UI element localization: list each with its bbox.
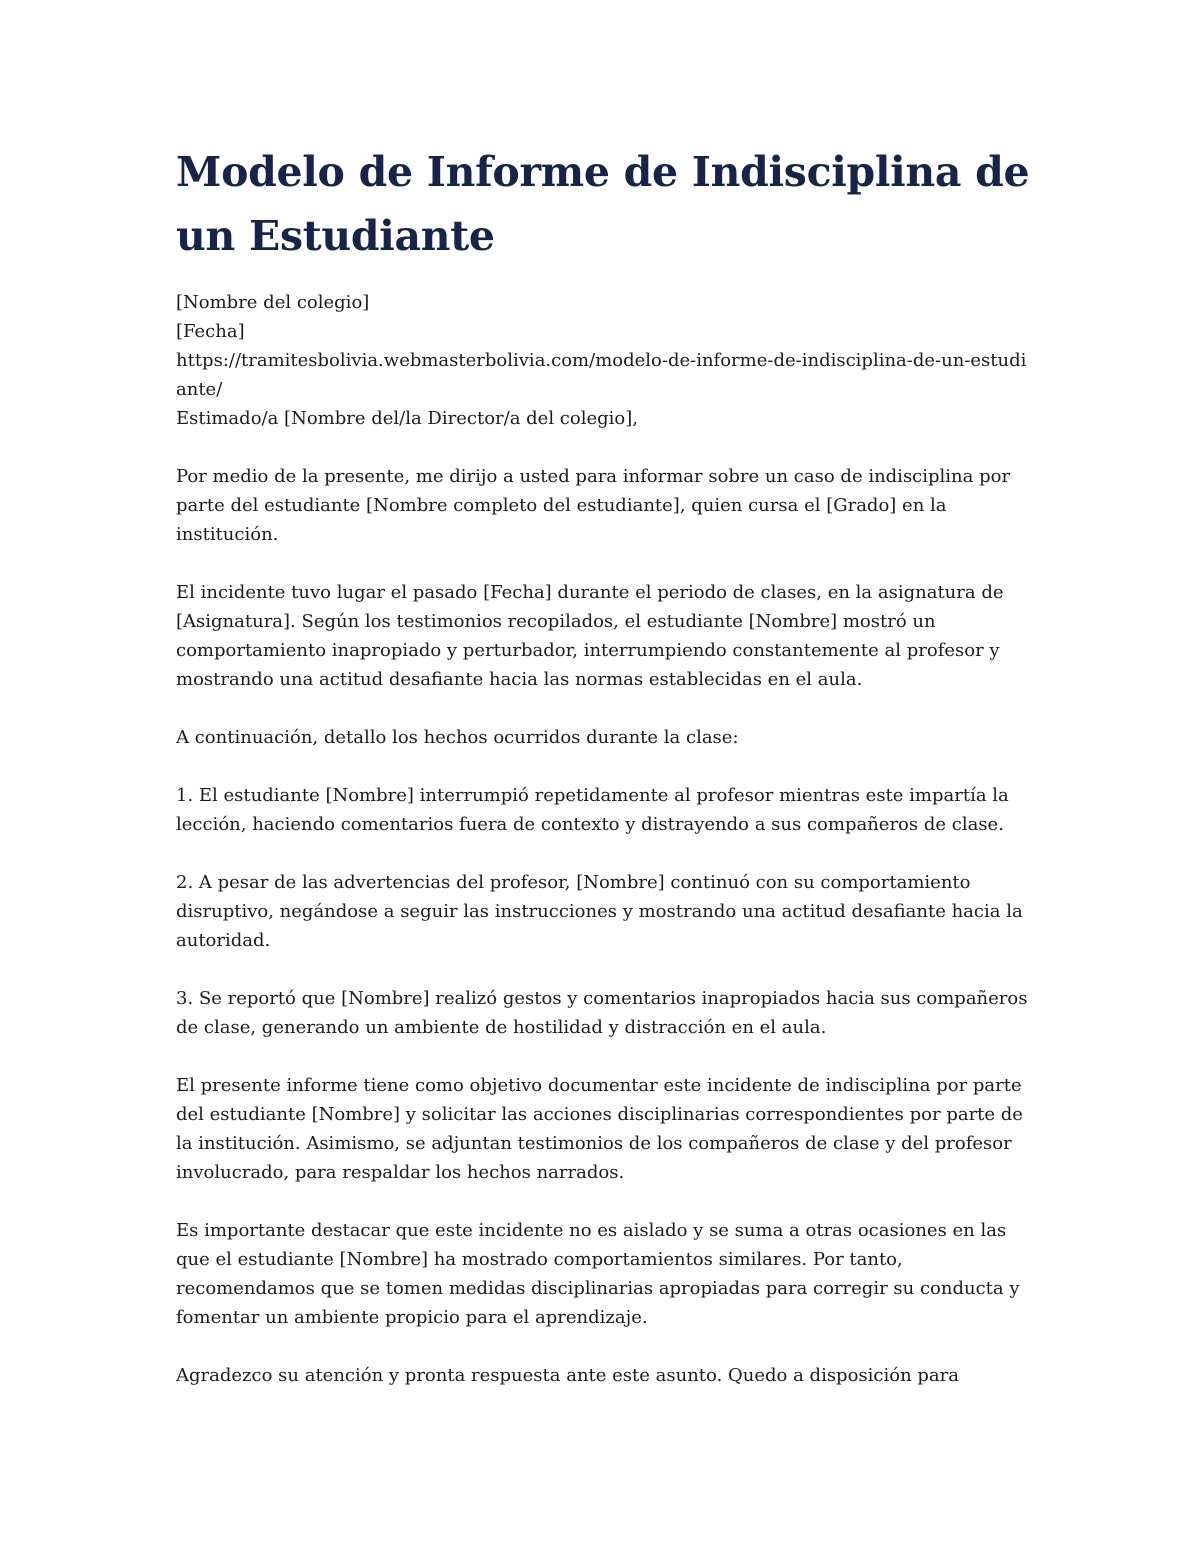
paragraph-incident: El incidente tuvo lugar el pasado [Fecha] durante el periodo de clases, en la asignatura de [Asignatura]. Según los testimonios recopilados, el estudiante [Nombre] mostró un comportamiento inapropiado y perturbador, interrumpiendo constantemente al profesor y mostrando una actitud desafiante hacia las normas establecidas en el aula. (176, 582, 1004, 690)
letter-header (176, 288, 1036, 433)
document-content (176, 140, 1036, 1390)
school-name-placeholder: [Nombre del colegio] (176, 292, 370, 313)
paragraph-closing: Agradezco su atención y pronta respuesta ante este asunto. Quedo a disposición para (176, 1365, 959, 1386)
list-item-fact-3: 3. Se reportó que [Nombre] realizó gestos y comentarios inapropiados hacia sus compañeros de clase, generando un ambiente de hostilidad y distracción en el aula. (176, 988, 1028, 1038)
list-item-fact-2: 2. A pesar de las advertencias del profesor, [Nombre] continuó con su comportamiento disruptivo, negándose a seguir las instrucciones y mostrando una actitud desafiante hacia la autoridad. (176, 872, 1023, 951)
paragraph-intro: Por medio de la presente, me dirijo a usted para informar sobre un caso de indisciplina por parte del estudiante [Nombre completo del estudiante], quien cursa el [Grado] en la institución. (176, 466, 1011, 545)
date-placeholder: [Fecha] (176, 321, 245, 342)
paragraph-objective: El presente informe tiene como objetivo documentar este incidente de indisciplina por parte del estudiante [Nombre] y solicitar las acciones disciplinarias correspondientes por parte de la institución. Asimismo, se adjuntan testimonios de los compañeros de clase y del profesor involucrado, para respaldar los hechos narrados. (176, 1075, 1023, 1183)
salutation: Estimado/a [Nombre del/la Director/a del colegio], (176, 408, 638, 429)
source-url: https://tramitesbolivia.webmasterbolivia.com/modelo-de-informe-de-indisciplina-de-un-estudiante/ (176, 350, 1027, 400)
paragraph-facts-intro: A continuación, detallo los hechos ocurridos durante la clase: (176, 727, 739, 748)
list-item-fact-1: 1. El estudiante [Nombre] interrumpió repetidamente al profesor mientras este impartía la lección, haciendo comentarios fuera de contexto y distrayendo a sus compañeros de clase. (176, 785, 1009, 835)
document-title: Modelo de Informe de Indisciplina de un Estudiante (176, 148, 1030, 260)
paragraph-recommendation: Es importante destacar que este incidente no es aislado y se suma a otras ocasiones en las que el estudiante [Nombre] ha mostrado comportamientos similares. Por tanto, recomendamos que se tomen medidas disciplinarias apropiadas para corregir su conducta y fomentar un ambiente propicio para el aprendizaje. (176, 1220, 1020, 1328)
